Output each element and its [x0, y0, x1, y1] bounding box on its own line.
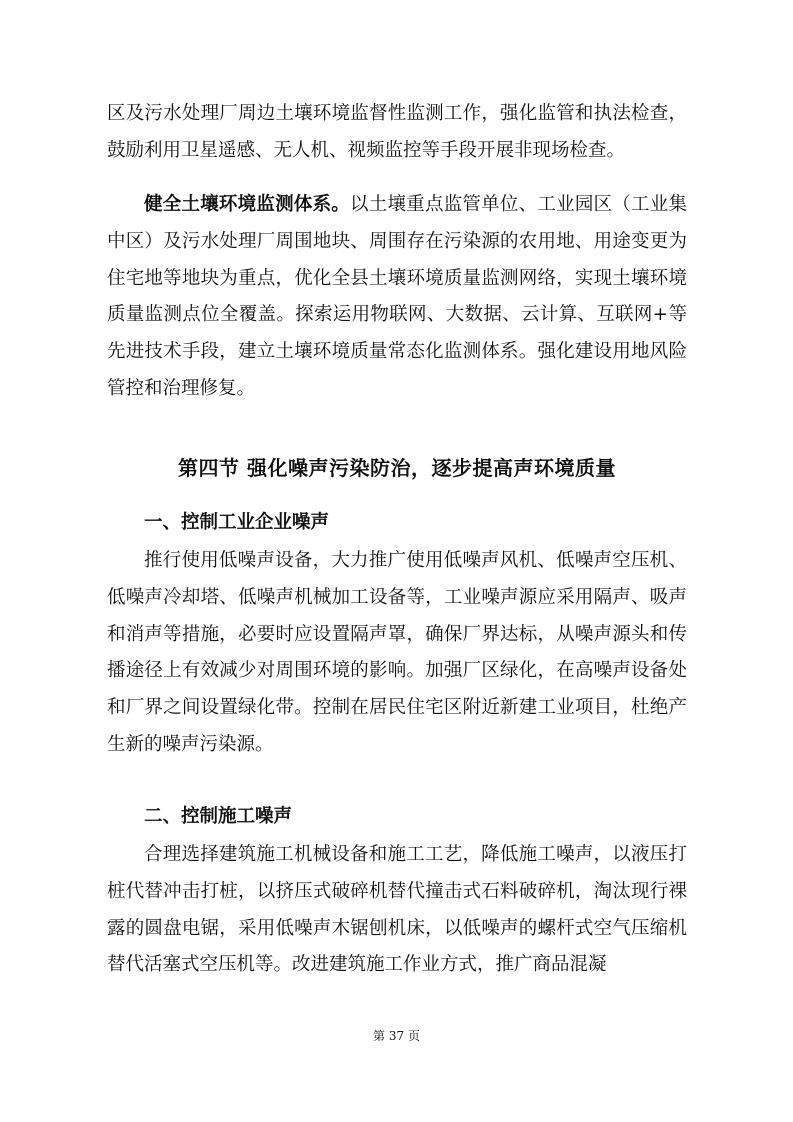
paragraph-text: 以土壤重点监管单位、工业园区（工业集中区）及污水处理厂周围地块、周围存在污染源的农用地、用途变更为住宅地等地块为重点，优化全县土壤环境质量监测网络，实现土壤环境质量监测点位全覆盖。探索运用物联网、大数据、云计算、互联网+等先进技术手段，建立土壤环境质量常态化监测体系。强化建设用地风险管控和治理修复。: [107, 194, 687, 399]
paragraph-monitoring-continuation: [107, 96, 687, 170]
paragraph-soil-monitoring: [107, 187, 687, 408]
paragraph-lead-bold: 健全土壤环境监测体系。: [144, 194, 351, 215]
section-title: 第四节 强化噪声污染防治，逐步提高声环境质量: [178, 456, 616, 480]
paragraph-construction-noise: [107, 837, 687, 984]
subsection-title-industrial-noise: 一、控制工业企业噪声: [144, 512, 330, 533]
subsection-title-construction-noise: 二、控制施工噪声: [144, 806, 293, 827]
paragraph-text: 区及污水处理厂周边土壤环境监督性监测工作，强化监管和执法检查，鼓励利用卫星遥感、无人机、视频监控等手段开展非现场检查。: [107, 103, 687, 161]
paragraph-industrial-noise: [107, 543, 687, 764]
paragraph-text: 合理选择建筑施工机械设备和施工工艺，降低施工噪声，以液压打桩代替冲击打桩，以挤压式破碎机替代撞击式石料破碎机，淘汰现行裸露的圆盘电锯，采用低噪声木锯刨机床，以低噪声的螺杆式空气压缩机替代活塞式空压机等。改进建筑施工作业方式，推广商品混凝: [107, 844, 687, 976]
paragraph-text: 推行使用低噪声设备，大力推广使用低噪声风机、低噪声空压机、低噪声冷却塔、低噪声机械加工设备等，工业噪声源应采用隔声、吸声和消声等措施，必要时应设置隔声罩，确保厂界达标，从噪声源头和传播途径上有效减少对周围环境的影响。加强厂区绿化，在高噪声设备处和厂界之间设置绿化带。控制在居民住宅区附近新建工业项目，杜绝产生新的噪声污染源。: [107, 550, 687, 755]
page-number: 第 37 页: [373, 1029, 420, 1043]
